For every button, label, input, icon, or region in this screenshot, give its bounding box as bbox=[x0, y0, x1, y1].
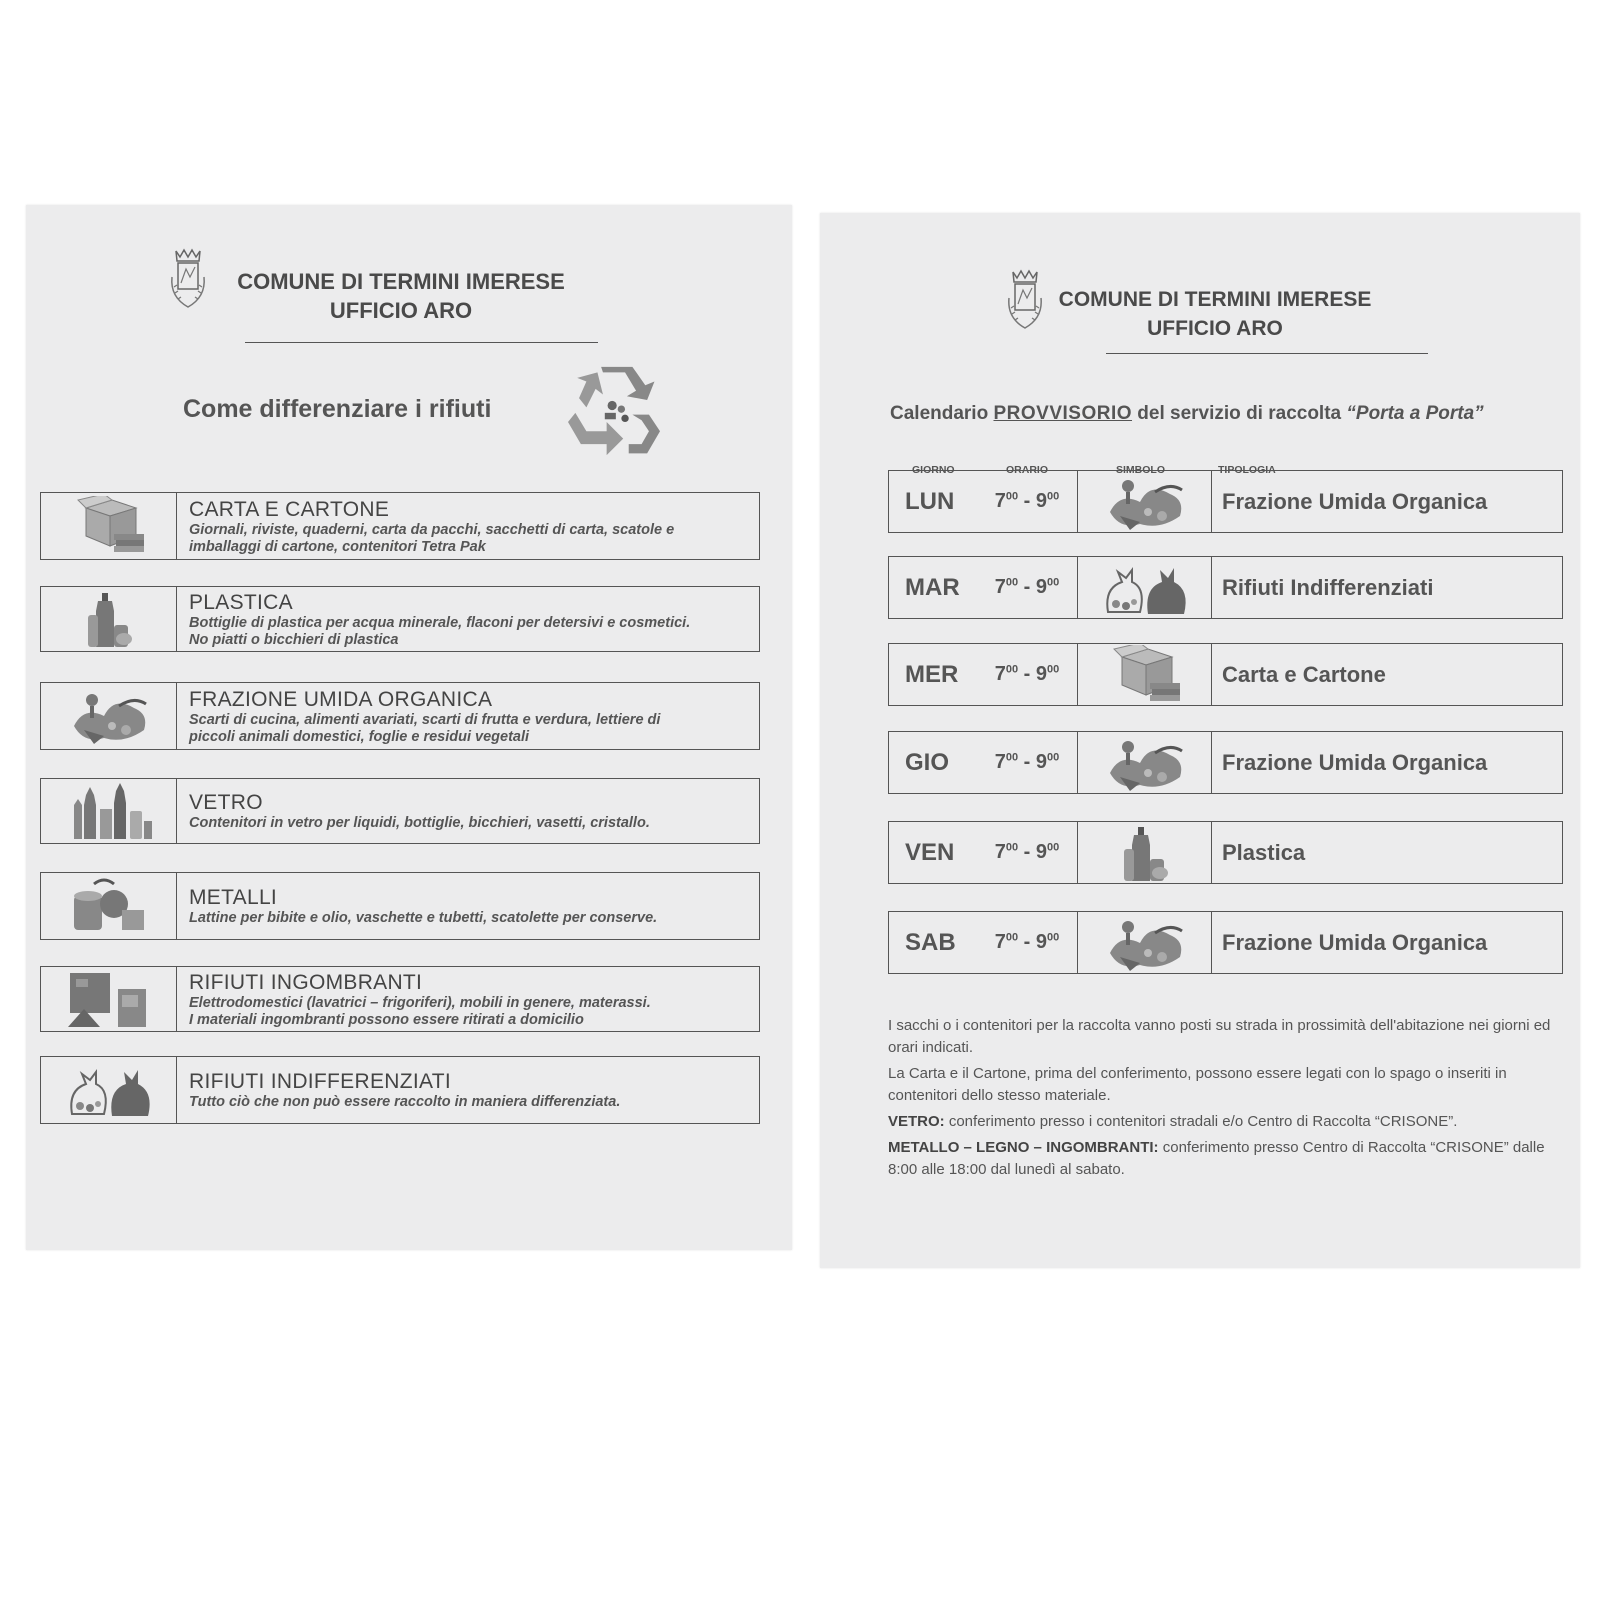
waste-sorting-sheet bbox=[26, 205, 792, 1250]
plastic-bottles-icon bbox=[64, 589, 154, 649]
schedule-symbol-cell bbox=[1077, 732, 1212, 793]
calendar-title-provisional: PROVVISORIO bbox=[993, 403, 1133, 424]
schedule-waste-type: Carta e Cartone bbox=[1222, 661, 1386, 687]
note-glass: VETRO: conferimento presso i contenitori stradali e/o Centro di Raccolta “CRISONE”. bbox=[888, 1113, 1458, 1130]
plastic-bottles-icon bbox=[1100, 823, 1190, 883]
category-title: METALLI bbox=[189, 886, 278, 909]
category-description-line: imballaggi di cartone, contenitori Tetra Pak bbox=[189, 538, 486, 555]
organic-waste-icon bbox=[1100, 472, 1190, 532]
sorting-subtitle: Come differenziare i rifiuti bbox=[183, 395, 492, 423]
schedule-day: GIO bbox=[905, 748, 950, 776]
metal-cans-icon bbox=[64, 876, 154, 936]
schedule-symbol-cell bbox=[1077, 912, 1212, 973]
category-description-line: Lattine per bibite e olio, vaschette e tubetti, scatolette per conserve. bbox=[189, 910, 658, 926]
category-text bbox=[177, 1057, 630, 1123]
waste-category-row bbox=[40, 492, 760, 560]
schedule-row bbox=[888, 556, 1563, 619]
category-title: VETRO bbox=[189, 791, 263, 814]
schedule-time: $7^{00} - 9^{00}$ bbox=[994, 490, 1060, 512]
category-description-line: Bottiglie di plastica per acqua minerale, flaconi per detersivi e cosmetici. bbox=[189, 614, 691, 631]
schedule-time: $7^{00} - 9^{00}$ bbox=[994, 751, 1060, 773]
note-placement: I sacchi o i contenitori per la raccolta vanno posti su strada in prossimità dell'abitazione nei giorni ed orari indicati. bbox=[888, 1017, 1551, 1056]
category-icon-cell bbox=[41, 587, 177, 651]
schedule-waste-type: Frazione Umida Organica bbox=[1222, 929, 1488, 955]
schedule-row bbox=[888, 470, 1563, 533]
recycle-symbol-icon bbox=[568, 365, 660, 457]
calendar-title-service: “Porta a Porta” bbox=[1346, 403, 1484, 424]
schedule-day: LUN bbox=[905, 487, 955, 515]
category-description-line: No piatti o bicchieri di plastica bbox=[189, 631, 399, 648]
header-municipality: COMUNE DI TERMINI IMERESE bbox=[237, 269, 565, 294]
schedule-symbol-cell bbox=[1077, 822, 1212, 883]
schedule-day: MAR bbox=[905, 573, 960, 601]
collection-calendar-sheet bbox=[820, 213, 1580, 1268]
header-municipality: COMUNE DI TERMINI IMERESE bbox=[1058, 288, 1372, 311]
column-header-type: TIPOLOGIA bbox=[1218, 464, 1276, 476]
waste-category-row bbox=[40, 872, 760, 940]
category-icon-cell bbox=[41, 873, 177, 939]
category-icon-cell bbox=[41, 1057, 177, 1123]
category-title: RIFIUTI INDIFFERENZIATI bbox=[189, 1070, 451, 1093]
organic-waste-icon bbox=[64, 686, 154, 746]
bulky-waste-icon bbox=[64, 969, 154, 1029]
sheet-header bbox=[186, 267, 616, 325]
category-text bbox=[177, 779, 660, 843]
note-paper: La Carta e il Cartone, prima del conferimento, possono essere legati con lo spago o inseriti in contenitori dello stesso materiale. bbox=[888, 1065, 1507, 1104]
category-description-line: piccoli animali domestici, foglie e residui vegetali bbox=[189, 728, 530, 745]
note-metal-wood-bulky: METALLO – LEGNO – INGOMBRANTI: conferimento presso Centro di Raccolta “CRISONE” dalle 8:00 alle 18:00 dal lunedì al sabato. bbox=[888, 1139, 1545, 1178]
paper-box-icon bbox=[1100, 645, 1190, 705]
schedule-waste-type: Frazione Umida Organica bbox=[1222, 749, 1488, 775]
schedule-time: $7^{00} - 9^{00}$ bbox=[994, 931, 1060, 953]
category-title: PLASTICA bbox=[189, 590, 293, 614]
schedule-day: MER bbox=[905, 660, 959, 688]
column-header-symbol: SIMBOLO bbox=[1116, 464, 1165, 476]
garbage-bags-icon bbox=[64, 1060, 154, 1120]
schedule-waste-type: Rifiuti Indifferenziati bbox=[1222, 574, 1434, 600]
category-icon-cell bbox=[41, 493, 177, 559]
waste-category-row bbox=[40, 1056, 760, 1124]
schedule-waste-type: Frazione Umida Organica bbox=[1222, 488, 1488, 514]
organic-waste-icon bbox=[1100, 733, 1190, 793]
category-icon-cell bbox=[41, 967, 177, 1031]
header-rule bbox=[1106, 353, 1428, 354]
glass-bottles-icon bbox=[64, 781, 154, 841]
schedule-time: $7^{00} - 9^{00}$ bbox=[994, 576, 1060, 598]
paper-box-icon bbox=[64, 496, 154, 556]
schedule-row bbox=[888, 821, 1563, 884]
category-description-line: Scarti di cucina, alimenti avariati, scarti di frutta e verdura, lettiere di bbox=[189, 711, 661, 728]
category-text bbox=[177, 493, 684, 559]
header-office: UFFICIO ARO bbox=[329, 298, 473, 323]
schedule-day: VEN bbox=[905, 838, 955, 866]
category-text bbox=[177, 873, 667, 939]
category-description-line: I materiali ingombranti possono essere ritirati a domicilio bbox=[189, 1011, 584, 1028]
category-description-line: Contenitori in vetro per liquidi, bottiglie, bicchieri, vasetti, cristallo. bbox=[189, 815, 650, 831]
schedule-day: SAB bbox=[905, 928, 956, 956]
waste-category-row bbox=[40, 966, 760, 1032]
schedule-row bbox=[888, 643, 1563, 706]
schedule-row bbox=[888, 911, 1563, 974]
category-text bbox=[177, 683, 670, 749]
category-text bbox=[177, 967, 661, 1031]
schedule-symbol-cell bbox=[1077, 644, 1212, 705]
organic-waste-icon bbox=[1100, 913, 1190, 973]
collection-notes bbox=[888, 1015, 1570, 1185]
header-rule bbox=[245, 342, 598, 343]
schedule-row bbox=[888, 731, 1563, 794]
waste-category-row bbox=[40, 682, 760, 750]
category-description-line: Elettrodomestici (lavatrici – frigoriferi), mobili in genere, materassi. bbox=[189, 994, 651, 1011]
schedule-time: $7^{00} - 9^{00}$ bbox=[994, 841, 1060, 863]
category-title: RIFIUTI INGOMBRANTI bbox=[189, 970, 423, 994]
calendar-title: Calendario PROVVISORIO del servizio di raccolta “Porta a Porta” bbox=[890, 403, 1484, 424]
schedule-waste-type: Plastica bbox=[1222, 839, 1306, 865]
category-description-line: Tutto ciò che non può essere raccolto in maniera differenziata. bbox=[189, 1094, 621, 1110]
category-text bbox=[177, 587, 700, 651]
column-header-time: ORARIO bbox=[1006, 464, 1048, 476]
category-title: FRAZIONE UMIDA ORGANICA bbox=[189, 687, 493, 711]
category-icon-cell bbox=[41, 683, 177, 749]
category-icon-cell bbox=[41, 779, 177, 843]
header-office: UFFICIO ARO bbox=[1147, 317, 1283, 340]
schedule-time: $7^{00} - 9^{00}$ bbox=[994, 663, 1060, 685]
garbage-bags-icon bbox=[1100, 558, 1190, 618]
waste-category-row bbox=[40, 778, 760, 844]
category-title: CARTA E CARTONE bbox=[189, 497, 390, 521]
category-description-line: Giornali, riviste, quaderni, carta da pacchi, sacchetti di carta, scatole e bbox=[189, 521, 675, 538]
schedule-symbol-cell bbox=[1077, 557, 1212, 618]
column-header-day: GIORNO bbox=[912, 464, 955, 476]
sheet-header bbox=[1035, 285, 1395, 343]
waste-category-row bbox=[40, 586, 760, 652]
schedule-symbol-cell bbox=[1077, 471, 1212, 532]
